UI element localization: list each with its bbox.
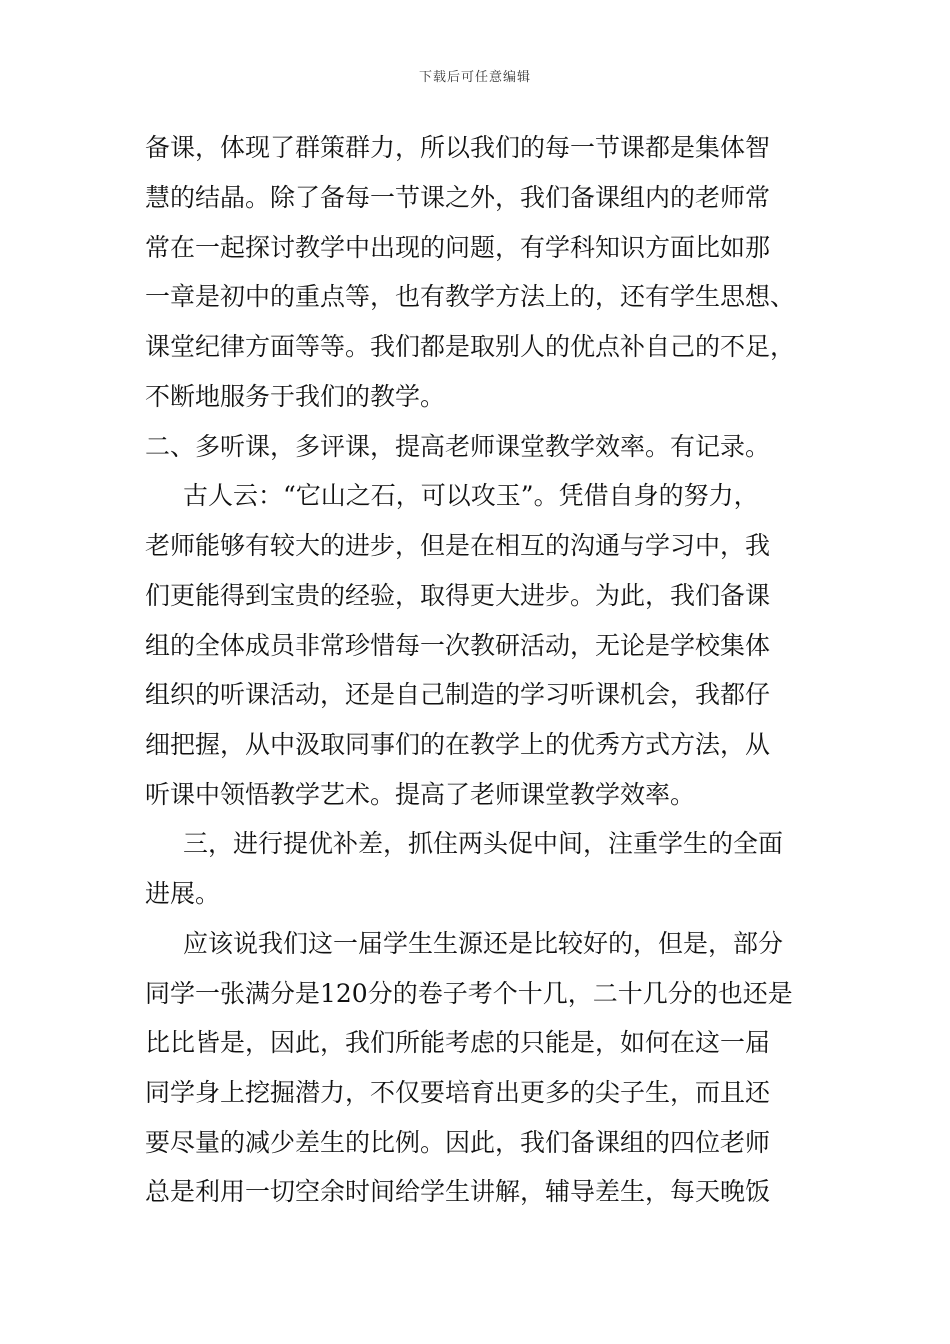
text-line: 组织的听课活动，还是自己制造的学习听课机会，我都仔 bbox=[145, 680, 771, 709]
text-line: 同学身上挖掘潜力，不仅要培育出更多的尖子生，而且还 bbox=[145, 1078, 771, 1107]
page-header-note: 下载后可任意编辑 bbox=[418, 70, 531, 85]
text-line: 备课，体现了群策群力，所以我们的每一节课都是集体智 bbox=[145, 133, 771, 162]
text-line: 慧的结晶。除了备每一节课之外，我们备课组内的老师常 bbox=[145, 183, 771, 212]
text-line: 常在一起探讨教学中出现的问题，有学科知识方面比如那 bbox=[145, 233, 771, 262]
text-line: 细把握，从中汲取同事们的在教学上的优秀方式方法，从 bbox=[145, 730, 771, 759]
text-line: 们更能得到宝贵的经验，取得更大进步。为此，我们备课 bbox=[145, 581, 771, 610]
text-line: 一章是初中的重点等，也有教学方法上的，还有学生思想、 bbox=[145, 282, 796, 311]
text-line: 要尽量的减少差生的比例。因此，我们备课组的四位老师 bbox=[145, 1128, 771, 1157]
text-line: 不断地服务于我们的教学。 bbox=[145, 382, 446, 411]
text-line: 听课中领悟教学艺术。提高了老师课堂教学效率。 bbox=[145, 780, 696, 809]
text-line: 课堂纪律方面等等。我们都是取别人的优点补自己的不足， bbox=[145, 332, 796, 361]
text-line: 古人云：“它山之石，可以攻玉”。凭借自身的努力， bbox=[183, 481, 759, 510]
section-heading: 三，进行提优补差，抓住两头促中间，注重学生的全面 bbox=[183, 829, 784, 858]
text-line: 总是利用一切空余时间给学生讲解，辅导差生，每天晚饭 bbox=[145, 1177, 771, 1206]
text-line: 进展。 bbox=[145, 879, 221, 908]
text-line: 组的全体成员非常珍惜每一次教研活动，无论是学校集体 bbox=[145, 631, 771, 660]
text-line: 应该说我们这一届学生生源还是比较好的，但是，部分 bbox=[183, 929, 784, 958]
text-line: 同学一张满分是120分的卷子考个十几，二十几分的也还是 bbox=[145, 979, 793, 1008]
text-line: 比比皆是，因此，我们所能考虑的只能是，如何在这一届 bbox=[145, 1028, 771, 1057]
text-line: 老师能够有较大的进步，但是在相互的沟通与学习中，我 bbox=[145, 531, 771, 560]
section-heading: 二、多听课，多评课，提高老师课堂教学效率。有记录。 bbox=[145, 432, 771, 461]
